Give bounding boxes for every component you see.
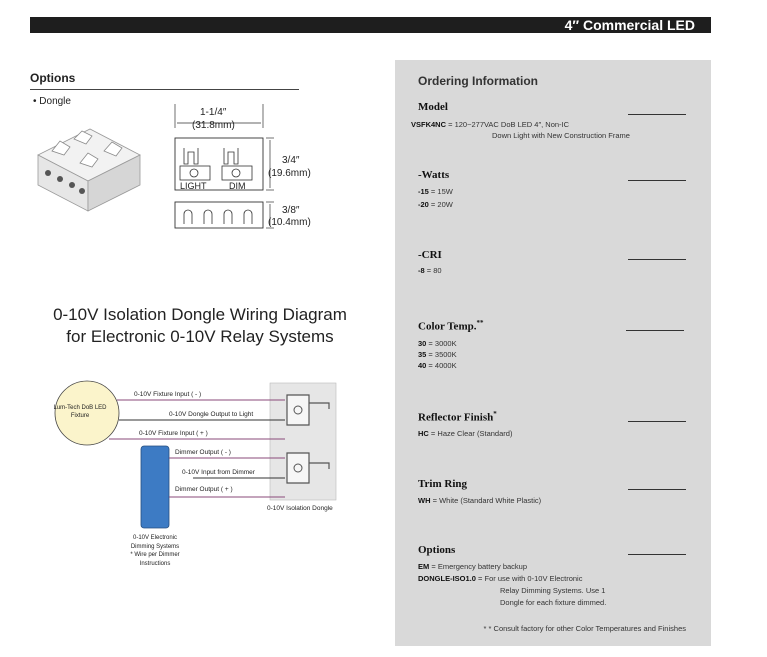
ordering-panel (395, 60, 711, 646)
option-dongle-line-2: Relay Dimming Systems. Use 1 (500, 586, 606, 595)
dim-depth-mm: (10.4mm) (268, 217, 311, 228)
label-dongle-output: 0-10V Dongle Output to Light (169, 411, 254, 418)
dim-width-mm: (31.8mm) (192, 120, 235, 131)
dim-depth-in: 3/8″ (282, 205, 300, 216)
watts-item-15: -15 = 15W (418, 187, 453, 196)
wiring-diagram-title (30, 304, 370, 348)
wiring-title-line2: for Electronic 0-10V Relay Systems (66, 327, 334, 346)
watts-item-20: -20 = 20W (418, 200, 453, 209)
trim-ring-heading: Trim Ring (418, 478, 467, 490)
reflector-heading: Reflector Finish* (418, 410, 497, 424)
ordering-title: Ordering Information (418, 74, 538, 88)
color-temp-heading: Color Temp.** (418, 319, 484, 333)
label-dimmer-output-neg: Dimmer Output ( - ) (175, 449, 231, 456)
dimsys-line-2: Dimming Systems (130, 543, 180, 550)
watts-heading: -Watts (418, 169, 450, 181)
dimming-system-box (141, 446, 169, 528)
port-label-dim: DIM (229, 181, 246, 191)
dimsys-line-3: * Wire per Dimmer (130, 552, 180, 558)
label-fixture-input-neg: 0-10V Fixture Input ( - ) (134, 391, 202, 398)
model-heading: Model (418, 101, 448, 113)
option-dongle-line-3: Dongle for each fixture dimmed. (500, 598, 607, 607)
cri-heading: -CRI (418, 249, 442, 261)
model-desc-1: 120~277VAC DoB LED 4″, Non-IC (454, 120, 570, 129)
model-rule (628, 114, 686, 115)
label-dimmer-output-pos: Dimmer Output ( + ) (175, 486, 233, 493)
dimsys-line-1: 0-10V Electronic (132, 535, 178, 541)
model-line-1: VSFK4NC = 120~277VAC DoB LED 4″, Non-IC (411, 120, 570, 129)
options-heading: Options (30, 71, 76, 85)
options-divider (30, 89, 299, 90)
option-em: EM = Emergency battery backup (418, 562, 528, 571)
port-label-light: LIGHT (180, 181, 207, 191)
header-bar (30, 17, 711, 33)
model-code: VSFK4NC (411, 120, 447, 129)
dongle-product-image (30, 115, 142, 221)
label-input-from-dimmer: 0-10V Input from Dimmer (182, 469, 255, 476)
dim-width-in: 1-1/4″ (200, 107, 227, 118)
fixture-label: Lum-Tech DoB LED Fixture (53, 405, 107, 419)
trim-ring-rule (628, 489, 686, 490)
ordering-options-heading: Options (418, 544, 456, 556)
wiring-title-line1: 0-10V Isolation Dongle Wiring Diagram (53, 305, 347, 324)
watts-rule (628, 180, 686, 181)
ordering-options-rule (628, 554, 686, 555)
cct-item-35: 35 = 3500K (418, 350, 457, 359)
wiring-diagram (45, 373, 355, 583)
page-title: 4″ Commercial LED (564, 17, 695, 33)
label-isolation-dongle: 0-10V Isolation Dongle (267, 505, 333, 512)
reflector-item-hc: HC = Haze Clear (Standard) (418, 429, 513, 438)
dimming-system-label (113, 534, 197, 568)
options-bullet-dongle: • Dongle (33, 96, 71, 107)
label-fixture-input-pos: 0-10V Fixture Input ( + ) (139, 430, 208, 437)
color-temp-rule (626, 330, 684, 331)
cct-item-30: 30 = 3000K (418, 339, 457, 348)
model-line-2: Down Light with New Construction Frame (492, 131, 630, 140)
cct-item-40: 40 = 4000K (418, 361, 457, 370)
cri-item-8: -8 = 80 (418, 266, 442, 275)
option-dongle: DONGLE-ISO1.0 = For use with 0-10V Electronic (418, 574, 583, 583)
reflector-rule (628, 421, 686, 422)
cri-rule (628, 259, 686, 260)
trim-ring-item-wh: WH = White (Standard White Plastic) (418, 496, 542, 505)
dim-height-in: 3/4″ (282, 155, 300, 166)
dimsys-line-4: Instructions (139, 560, 171, 567)
ordering-footnote: * * Consult factory for other Color Temperatures and Finishes (483, 624, 686, 633)
dim-height-mm: (19.6mm) (268, 168, 311, 179)
